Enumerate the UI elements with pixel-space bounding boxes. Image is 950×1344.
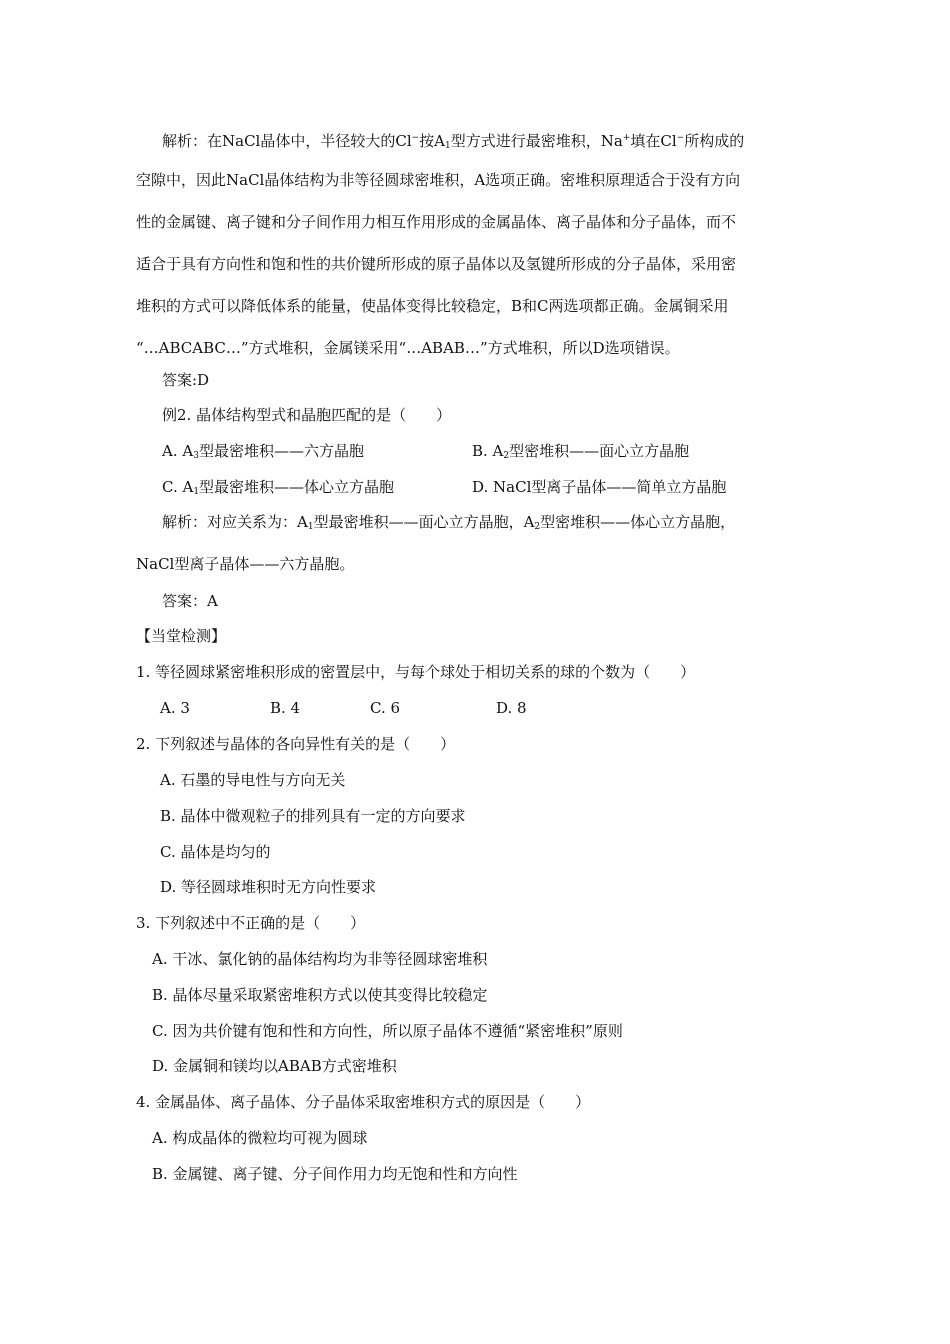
q4-stem: 4. 金属晶体、离子晶体、分子晶体采取密堆积方式的原因是（ ）: [136, 1093, 591, 1111]
answer1: 答案:D: [162, 371, 210, 389]
q2-option-a: A. 石墨的导电性与方向无关: [160, 771, 346, 789]
q1-option-d: D. 8: [496, 699, 527, 717]
analysis1-line1: 解析：在NaCl晶体中，半径较大的Cl−按$A_1$型方式进行最密堆积，Na+填在Cl−所构成的: [162, 132, 745, 151]
example2-options-ab: [162, 441, 689, 466]
q2-option-c: C. 晶体是均匀的: [160, 843, 271, 861]
example2-option-b: B. $A_2$型密堆积——面心立方晶胞: [472, 442, 690, 461]
section-title: 【当堂检测】: [136, 627, 227, 645]
q3-option-a: A. 干冰、氯化钠的晶体结构均为非等径圆球密堆积: [152, 950, 488, 968]
example2-answer: 答案：A: [162, 592, 218, 610]
q2-option-d: D. 等径圆球堆积时无方向性要求: [160, 878, 377, 896]
example2-option-c: C. $A_1$型最密堆积——体心立方晶胞: [162, 478, 395, 497]
q1-option-a: A. 3: [160, 699, 190, 717]
q1-options: [160, 698, 527, 718]
q2-option-b: B. 晶体中微观粒子的排列具有一定的方向要求: [160, 807, 466, 825]
q4-option-b: B. 金属键、离子键、分子间作用力均无饱和性和方向性: [152, 1165, 518, 1183]
analysis1-line3: 性的金属键、离子键和分子间作用力相互作用形成的金属晶体、离子晶体和分子晶体，而不: [136, 213, 737, 231]
q1-option-b: B. 4: [270, 699, 301, 717]
example2-stem: 例2. 晶体结构型式和晶胞匹配的是（ ）: [162, 406, 452, 424]
example2-analysis-line2: NaCl型离子晶体——六方晶胞。: [136, 555, 355, 573]
q1-option-c: C. 6: [370, 699, 401, 717]
q3-option-b: B. 晶体尽量采取紧密堆积方式以使其变得比较稳定: [152, 986, 488, 1004]
example2-option-d: D. NaCl型离子晶体——简单立方晶胞: [472, 478, 727, 496]
example2-option-a: A. $A_3$型最密堆积——六方晶胞: [162, 442, 364, 461]
q1-stem: 1. 等径圆球紧密堆积形成的密置层中，与每个球处于相切关系的球的个数为（ ）: [136, 663, 696, 681]
analysis1-line5: 堆积的方式可以降低体系的能量，使晶体变得比较稳定，B和C两选项都正确。金属铜采用: [136, 297, 729, 315]
analysis1-line4: 适合于具有方向性和饱和性的共价键所形成的原子晶体以及氢键所形成的分子晶体，采用密: [136, 255, 737, 273]
analysis1-line2: 空隙中，因此NaCl晶体结构为非等径圆球密堆积，A选项正确。密堆积原理适合于没有方向: [136, 171, 741, 189]
q2-stem: 2. 下列叙述与晶体的各向异性有关的是（ ）: [136, 735, 456, 753]
q4-option-a: A. 构成晶体的微粒均可视为圆球: [152, 1129, 368, 1147]
analysis1-line6: “…ABCABC…”方式堆积，金属镁采用“…ABAB…”方式堆积，所以D选项错误。: [136, 339, 680, 357]
example2-analysis-line1: 解析：对应关系为：$A_1$型最密堆积——面心立方晶胞，$A_2$型密堆积——体心立方晶胞，: [162, 513, 736, 532]
example2-options-cd: [162, 477, 726, 502]
q3-stem: 3. 下列叙述中不正确的是（ ）: [136, 914, 366, 932]
q3-option-d: D. 金属铜和镁均以ABAB方式密堆积: [152, 1057, 397, 1075]
q3-option-c: C. 因为共价键有饱和性和方向性，所以原子晶体不遵循“紧密堆积”原则: [152, 1022, 623, 1040]
